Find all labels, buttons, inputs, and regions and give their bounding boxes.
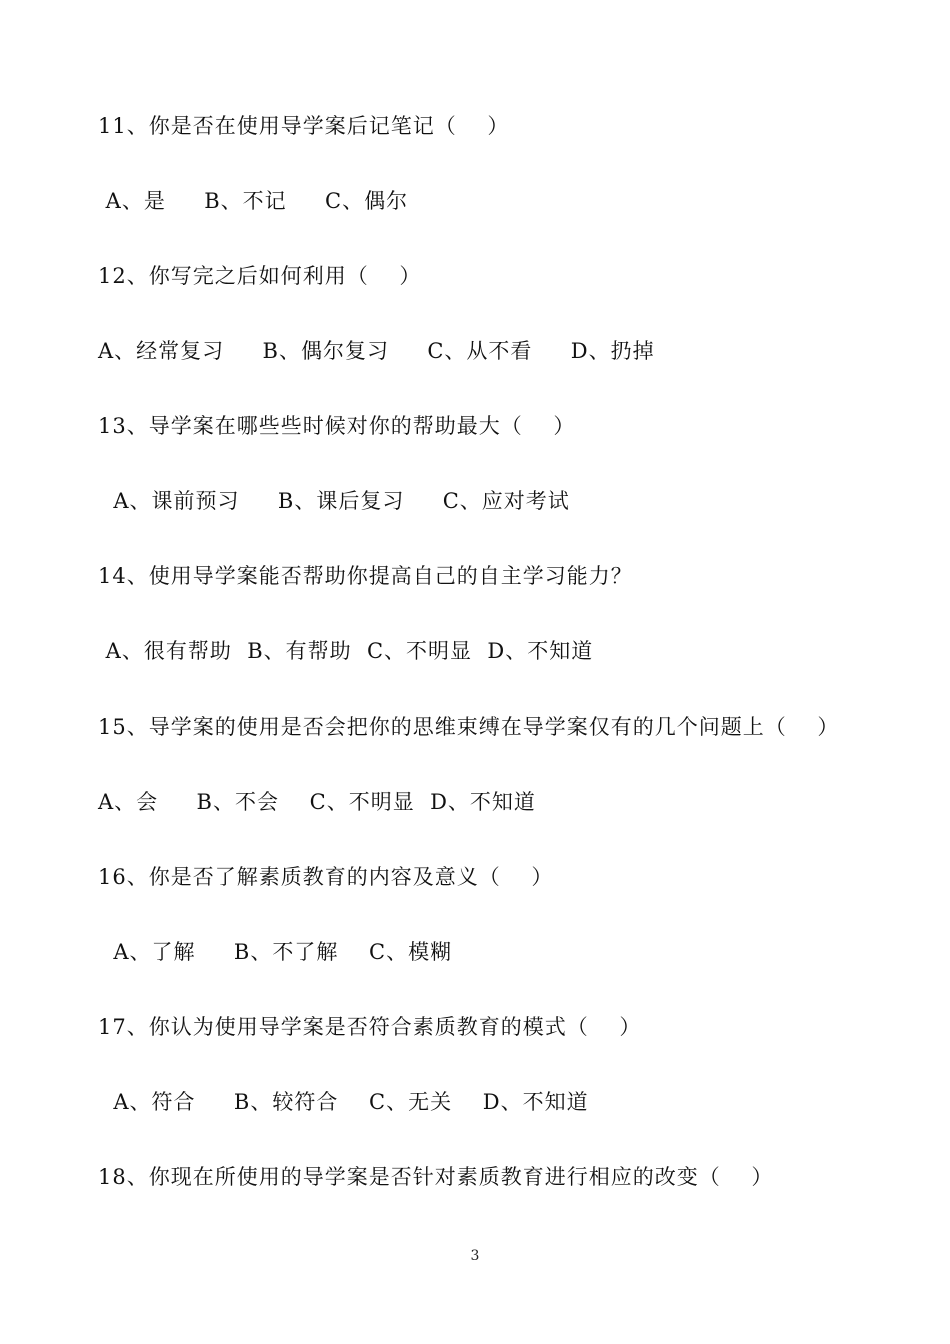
question-11: 11、你是否在使用导学案后记笔记（ ） (98, 114, 510, 138)
question-12: 12、你写完之后如何利用（ ） (98, 264, 422, 288)
question-15-options: A、会 B、不会 C、不明显 D、不知道 (98, 790, 536, 814)
question-16: 16、你是否了解素质教育的内容及意义（ ） (98, 865, 554, 889)
question-17-options: A、符合 B、较符合 C、无关 D、不知道 (98, 1090, 589, 1114)
question-14-options: A、很有帮助 B、有帮助 C、不明显 D、不知道 (98, 639, 594, 663)
question-12-options: A、经常复习 B、偶尔复习 C、从不看 D、扔掉 (98, 339, 655, 363)
question-13-options: A、课前预习 B、课后复习 C、应对考试 (98, 489, 570, 513)
question-15: 15、导学案的使用是否会把你的思维束缚在导学案仅有的几个问题上（ ） (98, 715, 840, 739)
question-13: 13、导学案在哪些些时候对你的帮助最大（ ） (98, 414, 576, 438)
question-14: 14、使用导学案能否帮助你提高自己的自主学习能力？ (98, 564, 633, 588)
page-number: 3 (470, 1248, 480, 1264)
question-18: 18、你现在所使用的导学案是否针对素质教育进行相应的改变（ ） (98, 1165, 774, 1189)
question-16-options: A、了解 B、不了解 C、模糊 (98, 940, 453, 964)
question-17: 17、你认为使用导学案是否符合素质教育的模式（ ） (98, 1015, 642, 1039)
question-11-options: A、是 B、不记 C、偶尔 (98, 189, 409, 213)
